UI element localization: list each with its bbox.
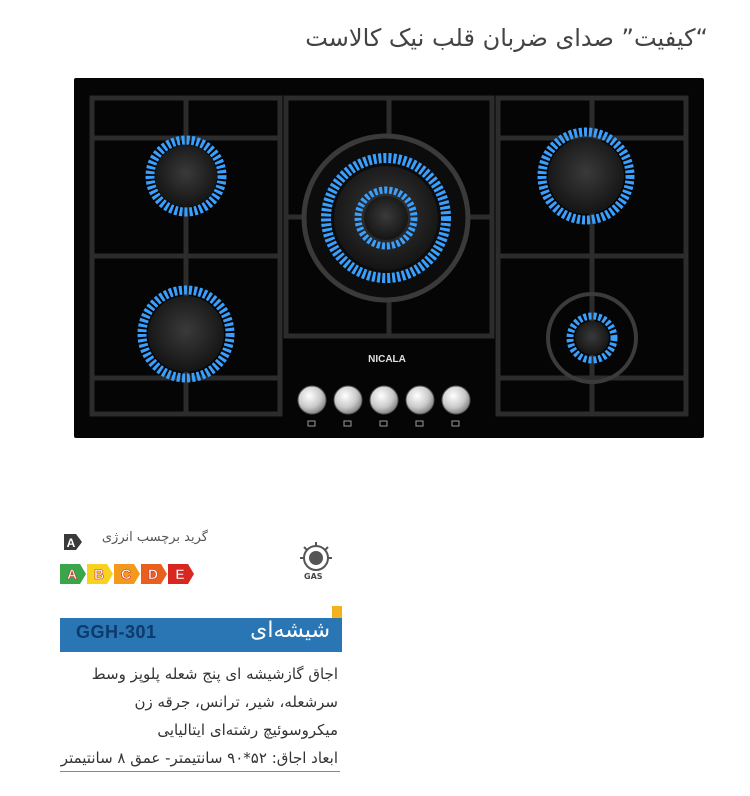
energy-label [58, 530, 208, 590]
grade-b-letter: B [93, 566, 105, 582]
knob-2 [334, 386, 362, 414]
description-underline [60, 771, 340, 772]
model-number: GGH-301 [76, 622, 157, 642]
cooktop-image [74, 78, 704, 438]
description-line: ابعاد اجاق: ۵۲*۹۰ سانتیمتر- عمق ۸ سانتیمتر [60, 749, 338, 767]
grade-a-letter: A [66, 566, 78, 582]
knob-1 [298, 386, 326, 414]
description-line: سرشعله، شیر، ترانس، جرقه زن [134, 693, 338, 711]
product-description [48, 660, 338, 772]
knob-4 [406, 386, 434, 414]
description-line: اجاق گازشیشه ای پنج شعله پلوپز وسط [91, 665, 338, 683]
description-line: میکروسوئیچ رشته‌ای ایتالیایی [157, 721, 338, 739]
slogan-text: “کیفیت” صدای ضربان قلب نیک کالاست [305, 24, 708, 52]
grade-d-letter: D [147, 566, 159, 582]
energy-label-title: گرید برچسب انرژی [101, 530, 208, 545]
gas-label: GAS [304, 572, 323, 581]
brand-logo: NICALA [368, 354, 406, 365]
energy-grade-scale [58, 530, 208, 590]
burner-center-wok [304, 136, 468, 300]
grade-c-letter: C [120, 566, 132, 582]
grade-a-indicator-letter: A [66, 536, 76, 550]
knob-5 [442, 386, 470, 414]
knob-3 [370, 386, 398, 414]
grade-e-letter: E [175, 566, 185, 582]
product-material: شیشه‌ای [250, 618, 330, 643]
